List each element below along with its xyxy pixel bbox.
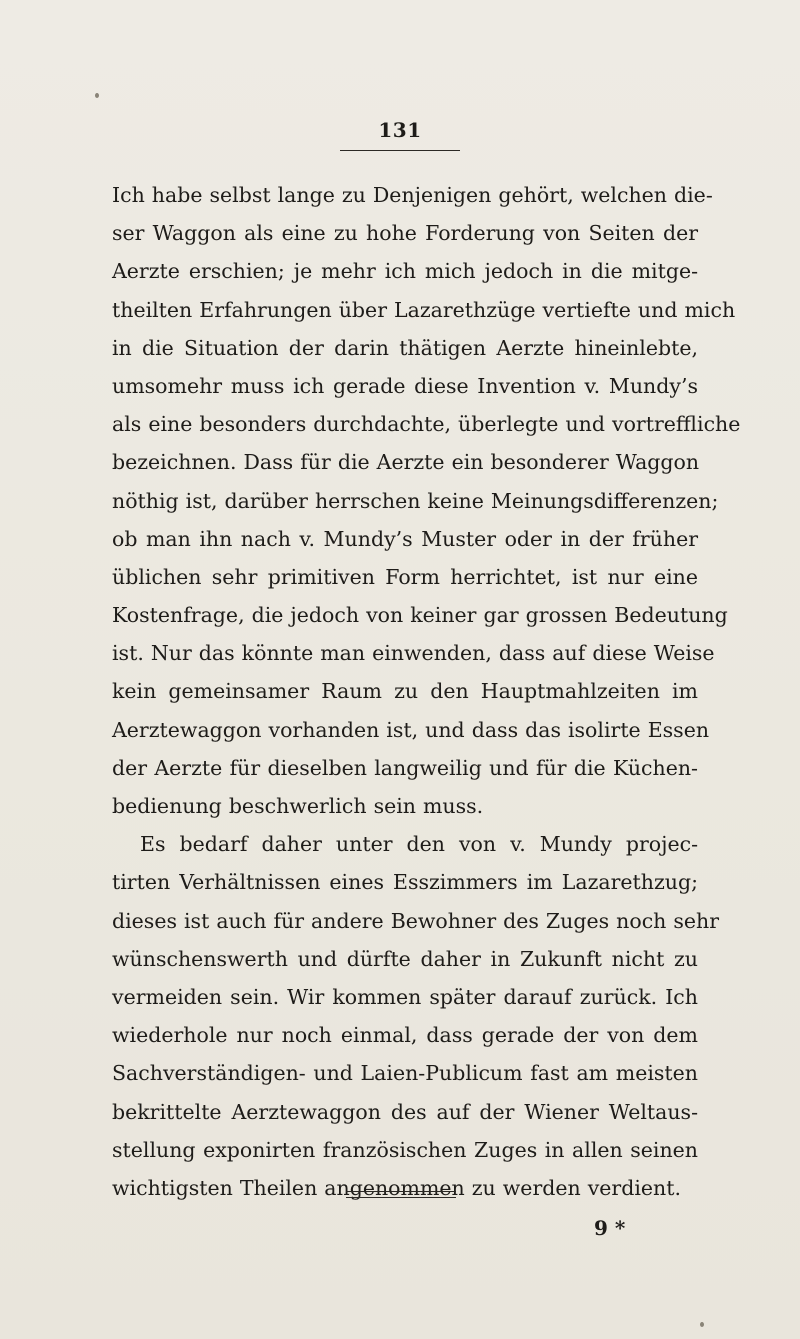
text-line: wünschenswerth und dürfte daher in Zukunft nicht zu bbox=[112, 946, 698, 971]
header-rule bbox=[340, 150, 460, 151]
text-line: wiederhole nur noch einmal, dass gerade der von dem bbox=[112, 1023, 698, 1048]
paragraph-1 bbox=[112, 176, 741, 825]
paragraph-2 bbox=[112, 825, 720, 1207]
text-line: der Aerzte für dieselben langweilig und für die Küchen- bbox=[112, 755, 698, 780]
text-line: nöthig ist, darüber herrschen keine Meinungsdifferenzen; bbox=[112, 488, 719, 513]
printer-signature-mark: 9 * bbox=[594, 1216, 626, 1240]
text-line: stellung exponirten französischen Zuges in allen seinen bbox=[112, 1137, 698, 1162]
text-line: als eine besonders durchdachte, überlegte und vortreffliche bbox=[112, 412, 741, 437]
text-line: Aerzte erschien; je mehr ich mich jedoch in die mitge- bbox=[112, 259, 698, 284]
text-line: bezeichnen. Dass für die Aerzte ein besonderer Waggon bbox=[112, 450, 700, 475]
text-line: ist. Nur das könnte man einwenden, dass auf diese Weise bbox=[112, 641, 715, 666]
text-line: ob man ihn nach v. Mundy’s Muster oder in der früher bbox=[112, 526, 698, 551]
text-line: ser Waggon als eine zu hohe Forderung von Seiten der bbox=[112, 221, 698, 246]
text-line: in die Situation der darin thätigen Aerzte hineinlebte, bbox=[112, 335, 698, 360]
section-end-rule bbox=[346, 1197, 456, 1198]
text-line: Es bedarf daher unter den von v. Mundy projec- bbox=[140, 832, 698, 857]
text-line: vermeiden sein. Wir kommen später darauf zurück. Ich bbox=[112, 984, 698, 1009]
text-line: Sachverständigen- und Laien-Publicum fast am meisten bbox=[112, 1061, 698, 1086]
text-line: bekrittelte Aerztewaggon des auf der Wiener Weltaus- bbox=[112, 1099, 698, 1124]
text-line: kein gemeinsamer Raum zu den Hauptmahlzeiten im bbox=[112, 679, 698, 704]
ink-speck bbox=[95, 93, 99, 98]
text-line: Ich habe selbst lange zu Denjenigen gehört, welchen die- bbox=[112, 183, 713, 207]
text-line: bedienung beschwerlich sein muss. bbox=[112, 794, 484, 818]
text-line: Kostenfrage, die jedoch von keiner gar grossen Bedeutung bbox=[112, 603, 728, 628]
ink-speck bbox=[700, 1322, 704, 1327]
body-text bbox=[112, 176, 741, 1207]
text-line: theilten Erfahrungen über Lazarethzüge vertiefte und mich bbox=[112, 297, 736, 322]
text-line: dieses ist auch für andere Bewohner des Zuges noch sehr bbox=[112, 908, 720, 933]
section-end-rule bbox=[346, 1191, 456, 1192]
text-line: tirten Verhältnissen eines Esszimmers im Lazarethzug; bbox=[112, 870, 698, 895]
page-number: 131 bbox=[378, 118, 422, 142]
text-line: umsomehr muss ich gerade diese Invention v. Mundy’s bbox=[112, 373, 698, 398]
text-line: wichtigsten Theilen angenommen zu werden verdient. bbox=[112, 1175, 681, 1200]
text-line: Aerztewaggon vorhanden ist, und dass das isolirte Essen bbox=[112, 717, 710, 742]
text-line: üblichen sehr primitiven Form herrichtet, ist nur eine bbox=[112, 564, 698, 589]
